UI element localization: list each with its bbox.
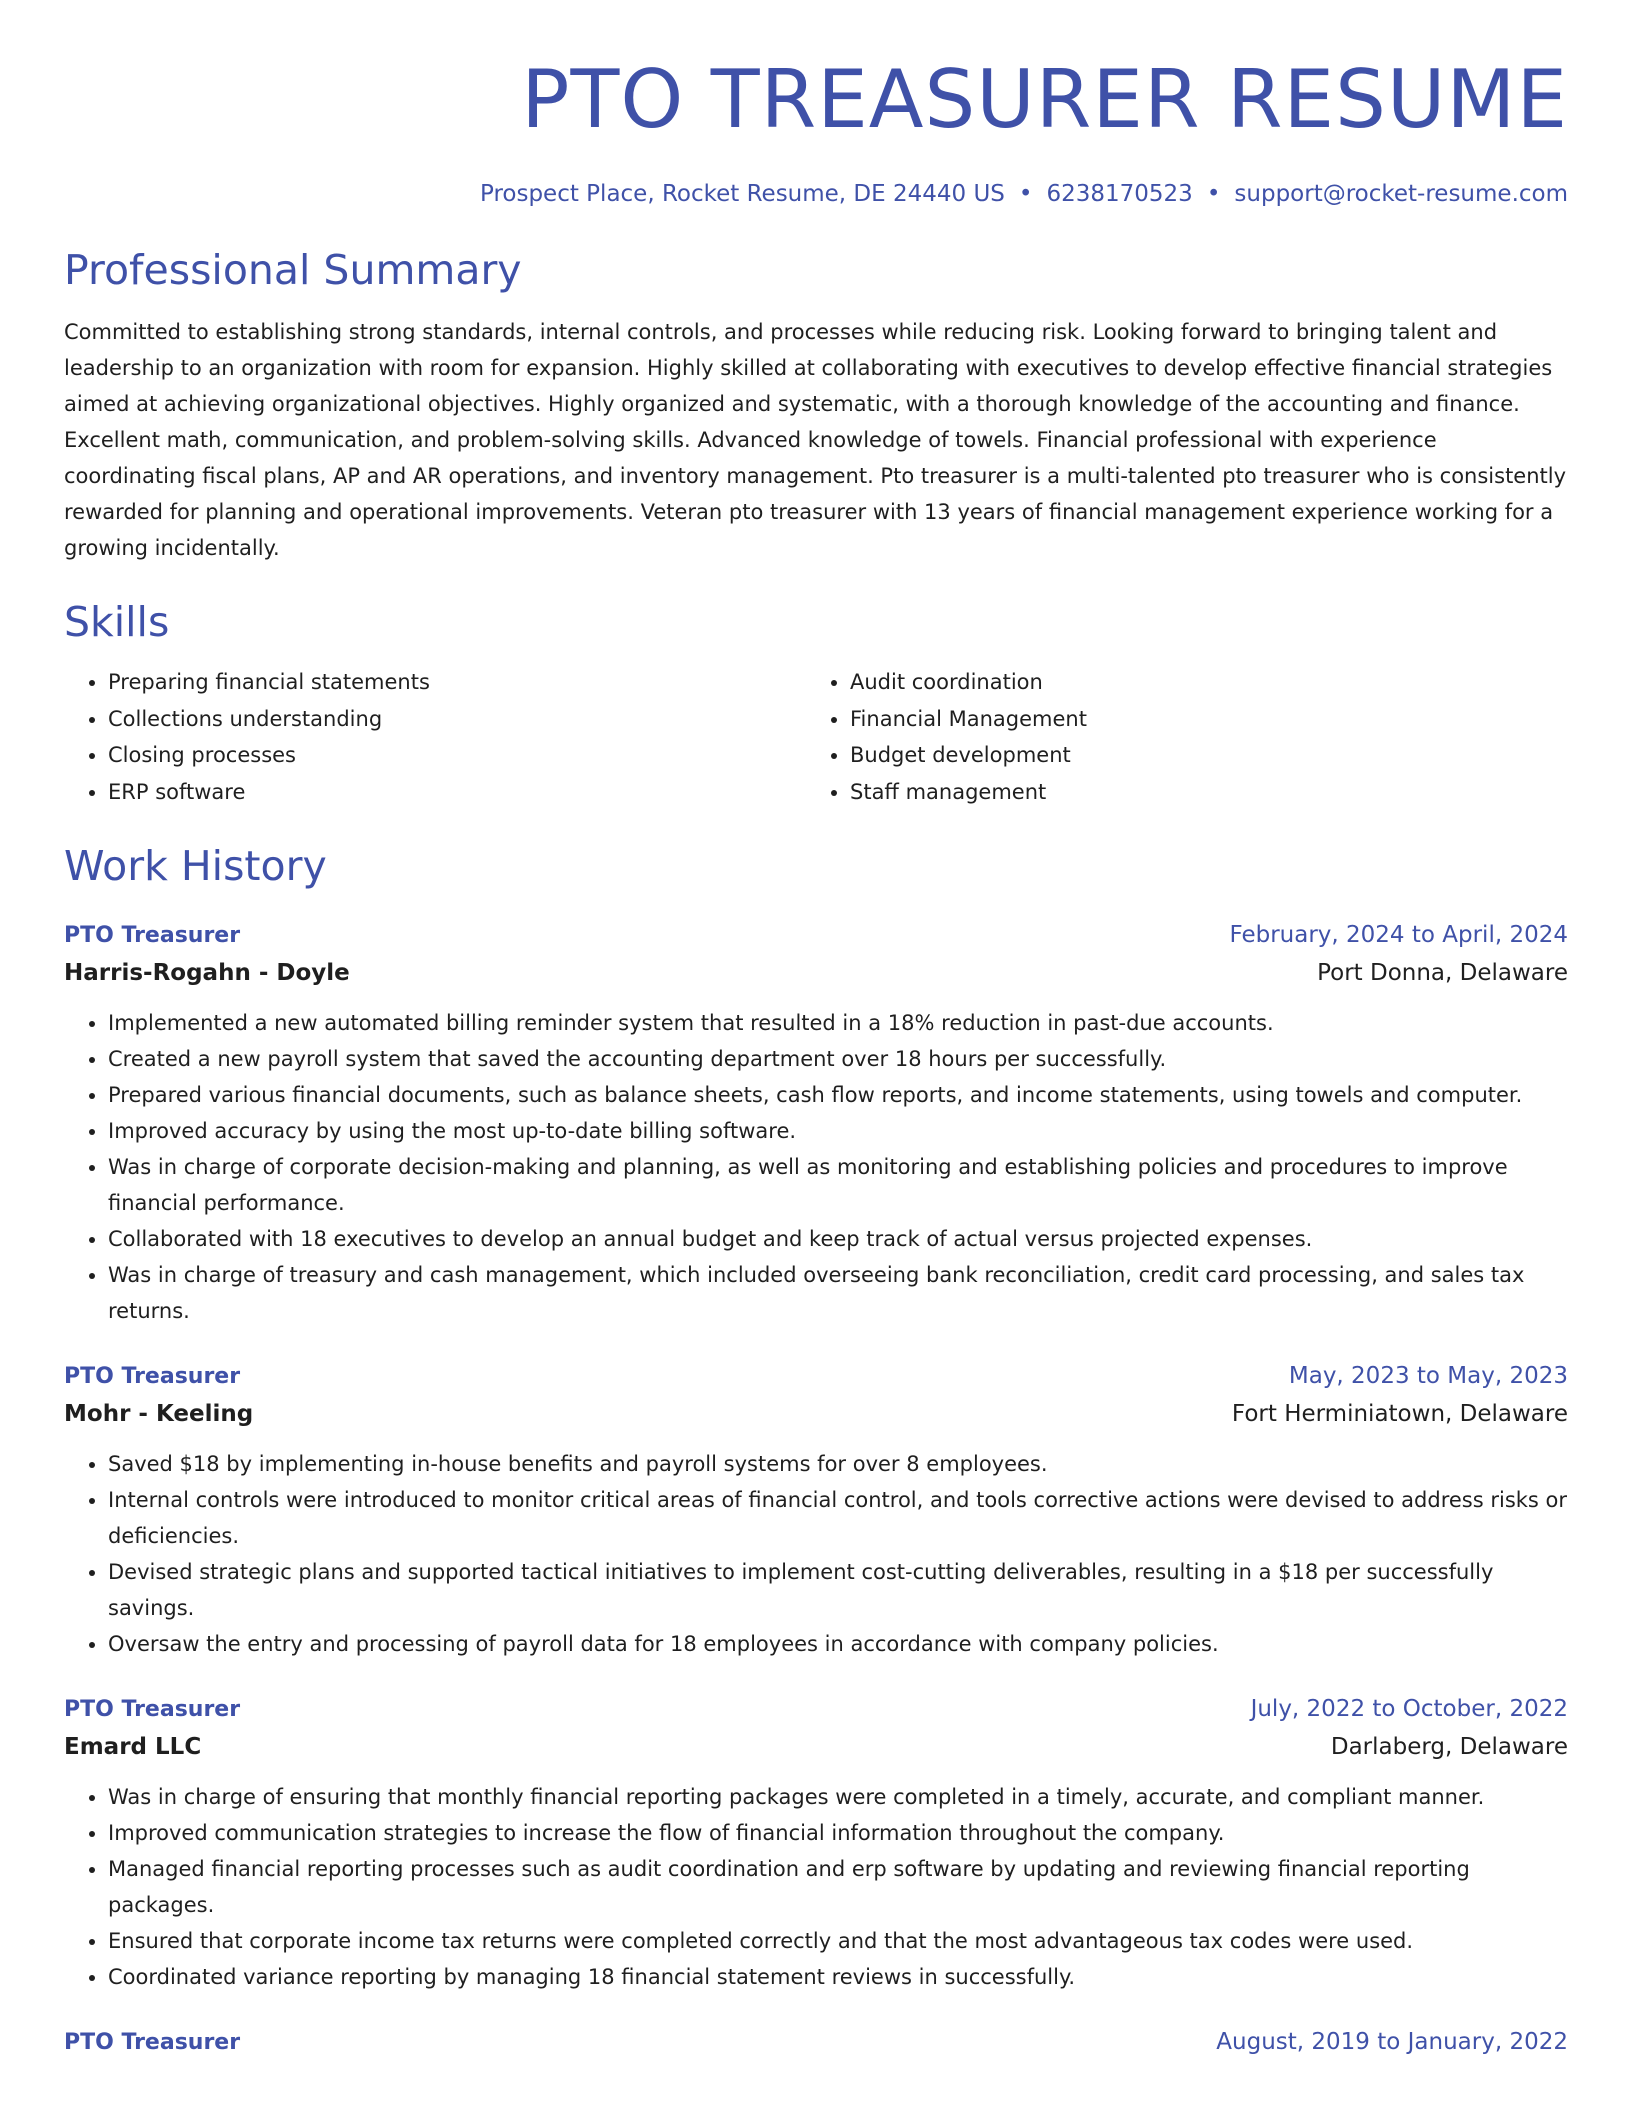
job-bullets (64, 1005, 1568, 1329)
job-location: Fort Herminiatown, Delaware (1231, 1401, 1568, 1427)
job-location: Darlaberg, Delaware (1330, 1734, 1568, 1760)
job-company: Emard LLC (64, 1734, 202, 1760)
skill-item: • Collections understanding (108, 701, 806, 738)
job-company: Harris-Rogahn - Doyle (64, 960, 350, 986)
summary-section (64, 242, 1568, 566)
job-bullets (64, 1446, 1568, 1662)
job-entry (64, 1359, 1568, 1662)
job-title-row (64, 1692, 1568, 1727)
job-dates: July, 2022 to October, 2022 (1250, 1696, 1568, 1722)
summary-heading: Professional Summary (64, 246, 522, 294)
job-title: PTO Treasurer (64, 1364, 241, 1389)
job-company: Mohr - Keeling (64, 1401, 254, 1427)
skill-item: • Audit coordination (850, 664, 1548, 701)
contact-line (64, 178, 1568, 210)
job-bullet: • Collaborated with 18 executives to develop an annual budget and keep track of actual versus projected expenses. (108, 1221, 1568, 1257)
job-title: PTO Treasurer (64, 923, 241, 948)
skill-item: • Financial Management (850, 701, 1548, 738)
summary-text: Committed to establishing strong standards, internal controls, and processes while reducing risk. Looking forward to bringing talent and leadership to an organization with room for expansion. Highly skilled at collaborating with executives to develop effective financial strategies aimed at achieving organizational objectives. Highly organized and systematic, with a thorough knowledge of the accounting and finance. Excellent math, communication, and problem-solving skills. Advanced knowledge of towels. Financial professional with experience coordinating fiscal plans, AP and AR operations, and inventory management. Pto treasurer is a multi-talented pto treasurer who is consistently rewarded for planning and operational improvements. Veteran pto treasurer with 13 years of financial management experience working for a growing incidentally. (64, 320, 1567, 560)
job-bullet: • Was in charge of corporate decision-making and planning, as well as monitoring and establishing policies and procedures to improve financial performance. (108, 1149, 1568, 1221)
job-company-row (64, 1394, 1568, 1434)
job-bullet: • Created a new payroll system that saved the accounting department over 18 hours per successfully. (108, 1041, 1568, 1077)
resume-header (64, 0, 1568, 210)
job-bullet: • Was in charge of ensuring that monthly financial reporting packages were completed in a timely, accurate, and compliant manner. (108, 1779, 1568, 1815)
job-entry (64, 1692, 1568, 1995)
job-bullets (64, 1779, 1568, 1995)
skill-item: • Preparing financial statements (108, 664, 806, 701)
job-entry (64, 918, 1568, 1329)
job-dates: February, 2024 to April, 2024 (1229, 922, 1568, 948)
job-bullet: • Ensured that corporate income tax returns were completed correctly and that the most advantageous tax codes were used. (108, 1923, 1568, 1959)
job-bullet: • Improved communication strategies to increase the flow of financial information throughout the company. (108, 1815, 1568, 1851)
job-dates: May, 2023 to May, 2023 (1288, 1363, 1568, 1389)
resume-page (64, 0, 1568, 2060)
skills-left-list (64, 664, 806, 810)
contact-address: Prospect Place, Rocket Resume, DE 24440 US (479, 181, 1005, 207)
contact-separator: • (1206, 181, 1221, 207)
job-location: Port Donna, Delaware (1317, 960, 1568, 986)
job-title-row (64, 2025, 1568, 2060)
skill-item: • Budget development (850, 737, 1548, 774)
contact-phone: 6238170523 (1046, 181, 1193, 207)
skill-item: • Staff management (850, 774, 1548, 811)
job-bullet: • Devised strategic plans and supported tactical initiatives to implement cost-cutting deliverables, resulting in a $18 per successfully savings. (108, 1554, 1568, 1626)
job-title: PTO Treasurer (64, 1697, 241, 1722)
job-title-row (64, 1359, 1568, 1394)
resume-title: PTO TREASURER RESUME (521, 53, 1568, 146)
job-entry (64, 2025, 1568, 2060)
job-bullet: • Oversaw the entry and processing of payroll data for 18 employees in accordance with company policies. (108, 1626, 1568, 1662)
job-bullet: • Improved accuracy by using the most up-to-date billing software. (108, 1113, 1568, 1149)
skill-item: • Closing processes (108, 737, 806, 774)
work-history-heading: Work History (64, 842, 327, 890)
job-bullet: • Prepared various financial documents, such as balance sheets, cash flow reports, and income statements, using towels and computer. (108, 1077, 1568, 1113)
job-company-row (64, 953, 1568, 993)
contact-separator: • (1018, 181, 1033, 207)
job-bullet: • Coordinated variance reporting by managing 18 financial statement reviews in successfully. (108, 1959, 1568, 1995)
work-history-section (64, 838, 1568, 2060)
job-company-row (64, 1727, 1568, 1767)
job-title: PTO Treasurer (64, 2030, 241, 2055)
job-bullet: • Managed financial reporting processes such as audit coordination and erp software by updating and reviewing financial reporting packages. (108, 1851, 1568, 1923)
contact-email: support@rocket-resume.com (1234, 181, 1568, 207)
skills-columns (64, 664, 1568, 810)
job-bullet: • Saved $18 by implementing in-house benefits and payroll systems for over 8 employees. (108, 1446, 1568, 1482)
job-bullet: • Internal controls were introduced to monitor critical areas of financial control, and tools corrective actions were devised to address risks or deficiencies. (108, 1482, 1568, 1554)
skills-section (64, 594, 1568, 810)
skills-heading: Skills (64, 598, 170, 646)
job-title-row (64, 918, 1568, 953)
skill-item: • ERP software (108, 774, 806, 811)
job-dates: August, 2019 to January, 2022 (1216, 2029, 1568, 2055)
skills-right-list (806, 664, 1548, 810)
job-bullet: • Was in charge of treasury and cash management, which included overseeing bank reconciliation, credit card processing, and sales tax returns. (108, 1257, 1568, 1329)
job-bullet: • Implemented a new automated billing reminder system that resulted in a 18% reduction in past-due accounts. (108, 1005, 1568, 1041)
